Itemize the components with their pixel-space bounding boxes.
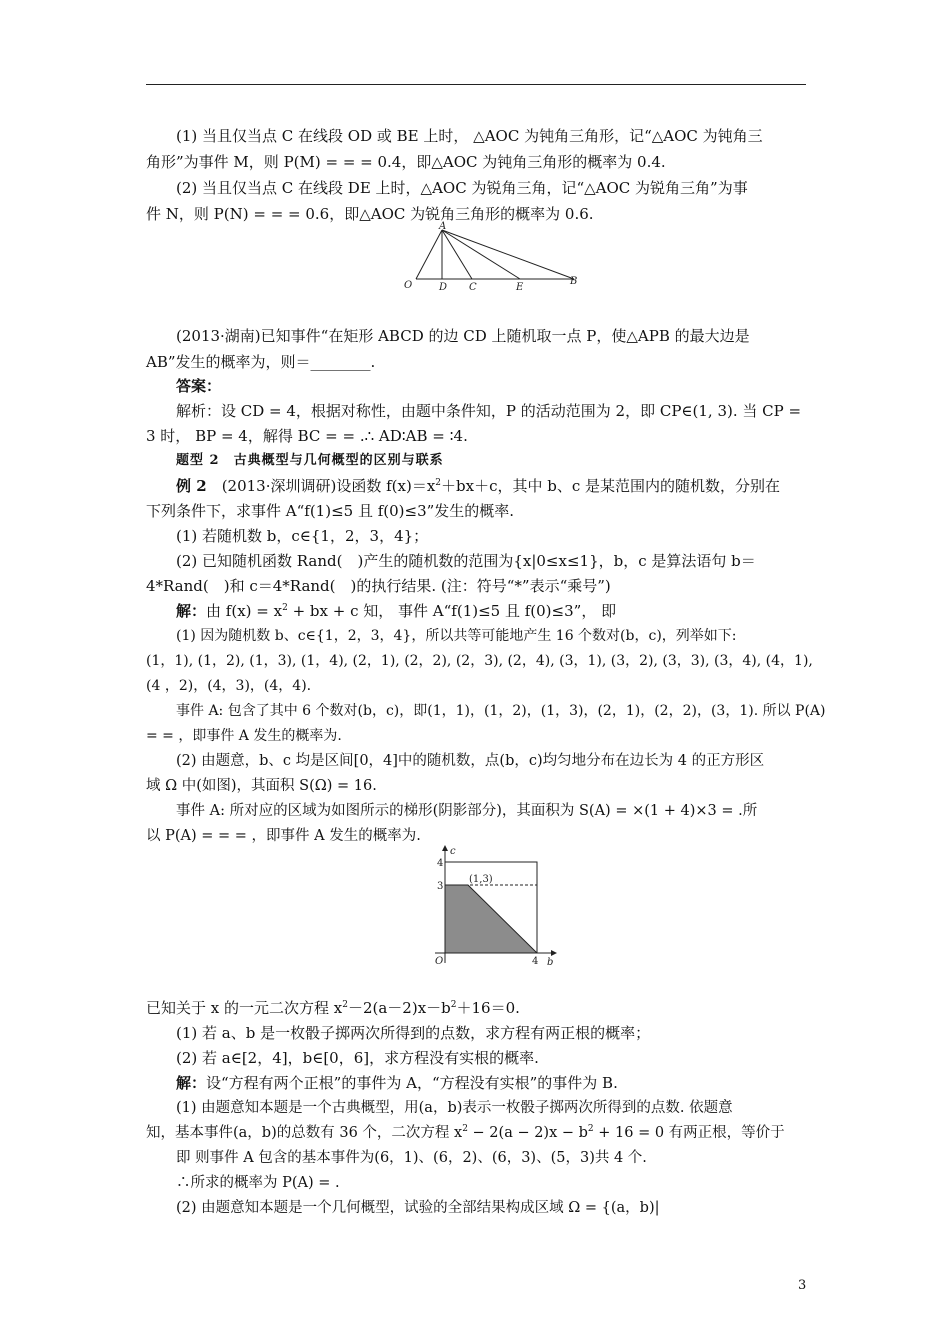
- problem-line: 已知关于 x 的一元二次方程 $x^2-2(a-2)x-b^2+16=0$.: [146, 999, 520, 1017]
- example-line: 例 2 (2013·深圳调研)设函数 $f(x)=x^2+bx+c$，其中 b、c 是某范围内的随机数，分别在: [176, 477, 781, 495]
- label-a: A: [439, 221, 447, 232]
- paragraph-line: 以 P(A) = = = ，即事件 A 发生的概率为.: [146, 828, 421, 844]
- paragraph-line: 角形”为事件 M，则 P(M) = = = 0.4，即△AOC 为钝角三角形的概率为 0.4.: [146, 153, 666, 171]
- paragraph-line: 即 则事件 A 包含的基本事件为(6，1)、(6，2)、(6，3)、(5，3)共 4 个.: [176, 1150, 647, 1166]
- paragraph-line: (2013·湖南)已知事件“在矩形 ABCD 的边 CD 上随机取一点 P，使△APB 的最大边是: [176, 327, 750, 345]
- paragraph-line: 域 Ω 中(如图)，其面积 S(Ω) = 16.: [146, 778, 377, 794]
- region-figure: [425, 845, 565, 970]
- axis-label-b: b: [547, 957, 554, 968]
- paragraph-line: (1，1), (1，2), (1，3), (1，4), (2，1), (2，2), (2，3), (2，4), (3，1), (3，2), (3，3), (3，4), (4，1),: [146, 653, 813, 669]
- tick-4-x: 4: [532, 956, 539, 967]
- paragraph-line: 3 时， BP = 4，解得 BC = = .∴ AD∶AB = ∶4.: [146, 427, 468, 445]
- page-number: 3: [798, 1278, 807, 1293]
- paragraph-line: 解析：设 CD = 4，根据对称性，由题中条件知，P 的活动范围为 2，即 CP∈(1, 3). 当 CP =: [176, 402, 802, 420]
- paragraph-line: = = ，即事件 A 发生的概率为.: [146, 728, 342, 744]
- label-d: D: [439, 282, 448, 293]
- paragraph-line: 事件 A: 所对应的区域为如图所示的梯形(阴影部分)，其面积为 S(A) = ×(1 + 4)×3 = .所: [176, 803, 758, 819]
- paragraph-line: (2) 当且仅当点 C 在线段 DE 上时，△AOC 为锐角三角，记“△AOC 为锐角三角”为事: [176, 179, 748, 197]
- equation-line: 知，基本事件(a，b)的总数有 36 个，二次方程 $x^2 - 2(a - 2)x - b^2 + 16 = 0$ 有两正根，等价于: [146, 1124, 785, 1141]
- section-heading: 题型 2 古典概型与几何概型的区别与联系: [176, 453, 444, 468]
- paragraph-line: (1) 若 a、b 是一枚骰子掷两次所得到的点数，求方程有两正根的概率；: [176, 1024, 651, 1042]
- paragraph-line: (2) 由题意知本题是一个几何概型，试验的全部结果构成区域 Ω = {(a，b)|: [176, 1200, 660, 1216]
- segment-ac: [442, 230, 472, 279]
- tick-4-y: 4: [437, 858, 444, 869]
- paragraph-line: ∴所求的概率为 P(A) = .: [176, 1175, 340, 1191]
- segment-ao: [416, 230, 442, 279]
- paragraph-line: (1) 当且仅当点 C 在线段 OD 或 BE 上时， △AOC 为钝角三角形，记“△AOC 为钝角三: [176, 127, 763, 145]
- tick-3-y: 3: [437, 881, 444, 892]
- trapezoid-region: [445, 885, 537, 953]
- paragraph-line: 下列条件下，求事件 A“f(1)≤5 且 f(0)≤3”发生的概率.: [146, 502, 515, 520]
- paragraph-line: 4*Rand( )和 c＝4*Rand( )的执行结果. (注：符号“*”表示“乘号”): [146, 577, 611, 595]
- solution-line: 解：由 $f(x) = x^2$ + bx + c 知， 事件 A“f(1)≤5 且 f(0)≤3”， 即: [176, 602, 617, 620]
- paragraph-line: (4 ，2)，(4，3)，(4，4).: [146, 678, 312, 694]
- paragraph-line: (2) 若 a∈[2，4]，b∈[0，6]，求方程没有实根的概率.: [176, 1049, 539, 1067]
- paragraph-line: 件 N，则 P(N) = = = 0.6，即△AOC 为锐角三角形的概率为 0.6.: [146, 205, 594, 223]
- paragraph-line: AB”发生的概率为，则＝________.: [146, 353, 376, 371]
- axis-label-c: c: [450, 846, 456, 857]
- paragraph-line: (1) 由题意知本题是一个古典概型，用(a，b)表示一枚骰子掷两次所得到的点数. 依题意: [176, 1100, 733, 1116]
- triangle-figure: [400, 220, 590, 294]
- example-label: 例 2: [176, 477, 207, 495]
- header-rule: [146, 84, 806, 85]
- paragraph-line: (1) 若随机数 b，c∈{1，2，3，4}；: [176, 527, 429, 545]
- point-label: (1,3): [469, 874, 493, 885]
- origin-label: O: [435, 956, 444, 967]
- paragraph-line: (2) 由题意，b、c 均是区间[0，4]中的随机数，点(b，c)均匀地分布在边长为 4 的正方形区: [176, 753, 765, 769]
- paragraph-line: (2) 已知随机函数 Rand( )产生的随机数的范围为{x|0≤x≤1}，b，c 是算法语句 b＝: [176, 552, 756, 570]
- b-axis-arrow: [551, 950, 557, 956]
- c-axis-arrow: [442, 845, 448, 851]
- label-c: C: [469, 282, 477, 293]
- label-e: E: [516, 282, 524, 293]
- paragraph-line: 事件 A: 包含了其中 6 个数对(b，c)，即(1，1)，(1，2)，(1，3)，(2，1)，(2，2)，(3，1). 所以 P(A): [176, 703, 826, 719]
- paragraph-line: (1) 因为随机数 b、c∈{1，2，3，4}，所以共等可能地产生 16 个数对(b，c)，列举如下:: [176, 628, 737, 644]
- label-b: B: [570, 276, 578, 287]
- label-o: O: [404, 280, 413, 291]
- solution-line: 解：设“方程有两个正根”的事件为 A，“方程没有实根”的事件为 B.: [176, 1074, 618, 1092]
- answer-label: 答案：: [176, 377, 222, 395]
